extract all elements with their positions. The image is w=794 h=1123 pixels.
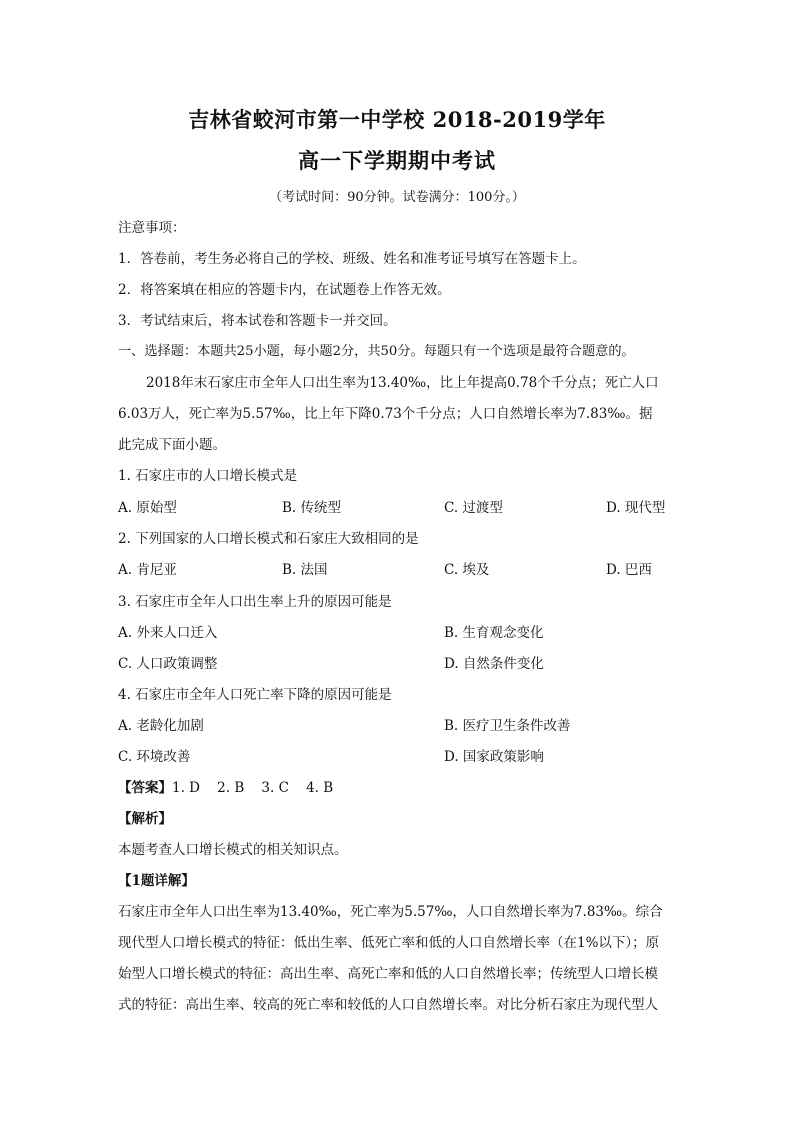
question-4-option-a: A. 老龄化加剧 (118, 718, 204, 734)
question-4-option-d: D. 国家政策影响 (444, 749, 544, 765)
answer-text: 1. D 2. B 3. C 4. B (172, 780, 334, 796)
detail-line-1: 石家庄市全年人口出生率为13.40‰，死亡率为5.57‰，人口自然增长率为7.83‰。综合 (118, 904, 663, 920)
question-1-option-b: B. 传统型 (282, 500, 342, 516)
note-item-2: 2．将答案填在相应的答题卡内，在试题卷上作答无效。 (118, 282, 451, 298)
question-3-stem: 3. 石家庄市全年人口出生率上升的原因可能是 (118, 594, 392, 610)
passage-line-1: 2018年末石家庄市全年人口出生率为13.40‰，比上年提高0.78个千分点；死亡人口 (146, 375, 659, 391)
question-2-option-d: D. 巴西 (606, 562, 652, 578)
question-3-option-b: B. 生育观念变化 (444, 625, 544, 641)
passage-line-3: 此完成下面小题。 (118, 437, 226, 453)
answer-row (118, 778, 678, 798)
question-1-option-d: D. 现代型 (606, 500, 666, 516)
question-2-option-a: A. 肯尼亚 (118, 562, 177, 578)
notes-heading: 注意事项： (118, 220, 186, 236)
question-2-option-c: C. 埃及 (444, 562, 490, 578)
question-3-option-a: A. 外来人口迁入 (118, 625, 218, 641)
detail-label: 【1题详解】 (118, 873, 195, 889)
question-3-option-c: C. 人口政策调整 (118, 656, 218, 672)
exam-title-line2: 高一下学期期中考试 (298, 148, 496, 173)
question-4-option-b: B. 医疗卫生条件改善 (444, 718, 571, 734)
analysis-text: 本题考查人口增长模式的相关知识点。 (118, 842, 348, 858)
section-heading: 一、选择题：本题共25小题，每小题2分，共50分。每题只有一个选项是最符合题意的。 (118, 344, 635, 359)
question-2-stem: 2. 下列国家的人口增长模式和石家庄大致相同的是 (118, 531, 419, 547)
question-4-option-c: C. 环境改善 (118, 749, 191, 765)
detail-line-3: 始型人口增长模式的特征：高出生率、高死亡率和低的人口自然增长率；传统型人口增长模 (118, 966, 658, 982)
question-1-option-c: C. 过渡型 (444, 500, 503, 516)
question-2-option-b: B. 法国 (282, 562, 328, 578)
question-3-option-d: D. 自然条件变化 (444, 656, 544, 672)
exam-title-line1: 吉林省蛟河市第一中学校 2018-2019学年 (188, 107, 606, 132)
question-4-stem: 4. 石家庄市全年人口死亡率下降的原因可能是 (118, 687, 392, 703)
question-1-stem: 1. 石家庄市的人口增长模式是 (118, 468, 298, 484)
answer-label: 【答案】 (118, 780, 172, 796)
note-item-3: 3．考试结束后，将本试卷和答题卡一并交回。 (118, 313, 397, 329)
detail-line-4: 式的特征：高出生率、较高的死亡率和较低的人口自然增长率。对比分析石家庄为现代型人 (118, 997, 658, 1013)
analysis-label: 【解析】 (118, 811, 172, 827)
passage-line-2: 6.03万人，死亡率为5.57‰，比上年下降0.73个千分点；人口自然增长率为7.83‰。据 (118, 406, 653, 422)
detail-line-2: 现代型人口增长模式的特征：低出生率、低死亡率和低的人口自然增长率（在1%以下）；原 (118, 935, 660, 951)
question-1-option-a: A. 原始型 (118, 500, 177, 516)
exam-info: （考试时间：90分钟。试卷满分：100分。） (269, 190, 525, 205)
note-item-1: 1．答卷前，考生务必将自己的学校、班级、姓名和准考证号填写在答题卡上。 (118, 251, 586, 267)
